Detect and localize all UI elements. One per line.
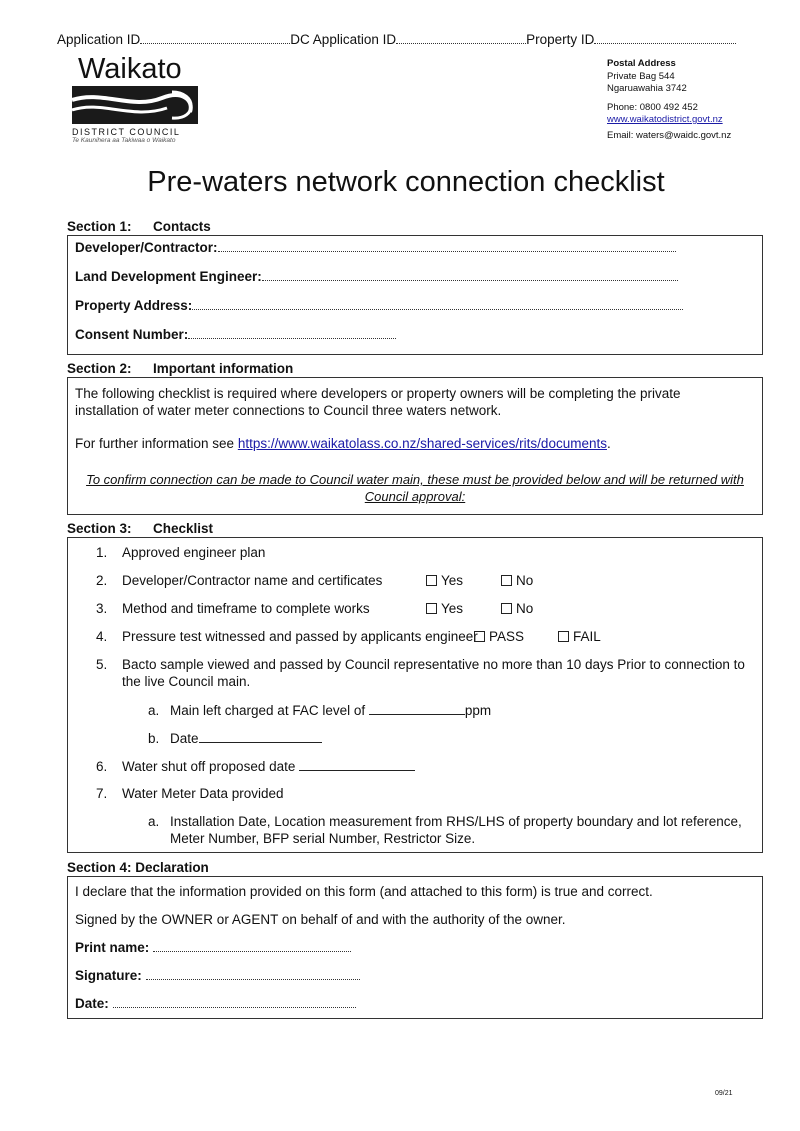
fail-checkbox[interactable]: FAIL [558, 629, 601, 644]
checklist-item: 6. Water shut off proposed date [96, 758, 415, 774]
declaration-text: Signed by the OWNER or AGENT on behalf of and with the authority of the owner. [75, 912, 566, 927]
consent-number-label: Consent Number: [75, 327, 189, 342]
sub-item-meter: a. Installation Date, Location measurement from RHS/LHS of property boundary and lot reference, [148, 814, 742, 829]
info-link-line: For further information see https://www.waikatolass.co.nz/shared-services/rits/documents. [75, 436, 611, 451]
checklist-item: 2. Developer/Contractor name and certificates Yes No [96, 573, 534, 588]
consent-number-field[interactable] [188, 327, 396, 339]
application-id-field[interactable] [140, 32, 290, 44]
section2-box [67, 377, 763, 515]
logo-sub: DISTRICT COUNCIL [72, 127, 181, 137]
confirm-note: Council approval: [364, 489, 466, 504]
no-checkbox[interactable]: No [501, 573, 533, 588]
section1-heading: Section 1: Contacts [67, 219, 211, 234]
checklist-item-cont: the live Council main. [122, 674, 251, 689]
pass-checkbox[interactable]: PASS [474, 629, 524, 644]
declaration-text: I declare that the information provided on this form (and attached to this form) is true and correct. [75, 884, 653, 899]
postal-line1: Private Bag 544 [607, 70, 675, 82]
sub-item-fac: a. Main left charged at FAC level of ppm [148, 703, 492, 718]
info-text: The following checklist is required where developers or property owners will be completing the private [75, 386, 681, 401]
website-link[interactable]: www.waikatodistrict.govt.nz [607, 114, 723, 125]
checklist-item: 5. Bacto sample viewed and passed by Council representative no more than 10 days Prior to connection to [96, 657, 745, 672]
section2-heading: Section 2: Important information [67, 361, 294, 376]
property-address-label: Property Address: [75, 298, 193, 313]
confirm-note: To confirm connection can be made to Council water main, these must be provided below and will be returned with [86, 472, 744, 487]
print-name-field[interactable] [153, 940, 351, 952]
header-id-fields [57, 32, 736, 47]
section4-heading: Section 4: Declaration [67, 860, 209, 875]
logo-wave-icon [72, 86, 198, 124]
logo-tagline: Te Kaunihera aa Takiwaa o Waikato [72, 137, 176, 144]
postal-email: Email: waters@waidc.govt.nz [607, 129, 732, 141]
page-title: Pre-waters network connection checklist [147, 166, 665, 198]
yes-checkbox[interactable]: Yes [426, 601, 463, 616]
checklist-item: 3. Method and timeframe to complete works Yes No [96, 601, 534, 616]
checklist-item: 1. Approved engineer plan [96, 545, 266, 560]
council-logo [72, 54, 202, 144]
postal-heading: Postal Address [607, 58, 676, 69]
print-name-label: Print name: [75, 940, 150, 955]
dc-application-id-label: DC Application ID [290, 32, 397, 47]
sub-item-meter-cont: Meter Number, BFP serial Number, Restrictor Size. [170, 831, 476, 846]
property-address-field[interactable] [192, 298, 683, 310]
form-code: 09/21 [715, 1090, 733, 1097]
postal-line2: Ngaruawahia 3742 [607, 83, 687, 94]
no-checkbox[interactable]: No [501, 601, 533, 616]
sub-item-date: b. Date [148, 730, 322, 746]
documents-link[interactable]: https://www.waikatolass.co.nz/shared-services/rits/documents [237, 436, 607, 451]
info-text: installation of water meter connections to Council three waters network. [75, 403, 502, 418]
date-label: Date: [75, 996, 109, 1011]
checklist-item: 7. Water Meter Data provided [96, 786, 284, 801]
yes-checkbox[interactable]: Yes [426, 573, 463, 588]
engineer-field[interactable] [262, 269, 678, 281]
declaration-date-field[interactable] [113, 996, 356, 1008]
developer-label: Developer/Contractor: [75, 240, 218, 255]
engineer-label: Land Development Engineer: [75, 269, 262, 284]
shut-off-date-field[interactable] [299, 758, 415, 771]
section3-heading: Section 3: Checklist [67, 521, 214, 536]
signature-label: Signature: [75, 968, 142, 983]
fac-level-field[interactable] [369, 702, 465, 715]
dc-application-id-field[interactable] [396, 32, 526, 44]
postal-address-block [607, 58, 731, 142]
application-id-label: Application ID [57, 32, 141, 47]
section4-box [67, 876, 763, 1019]
signature-field[interactable] [146, 968, 360, 980]
logo-name: Waikato [78, 53, 182, 85]
property-id-field[interactable] [594, 32, 736, 44]
checklist-item: 4. Pressure test witnessed and passed by applicants engineer PASS FAIL [96, 629, 601, 644]
property-id-label: Property ID [526, 32, 595, 47]
section1-box [67, 235, 763, 355]
postal-phone: Phone: 0800 492 452 [607, 101, 698, 113]
developer-field[interactable] [218, 240, 676, 252]
date-field[interactable] [199, 730, 322, 743]
